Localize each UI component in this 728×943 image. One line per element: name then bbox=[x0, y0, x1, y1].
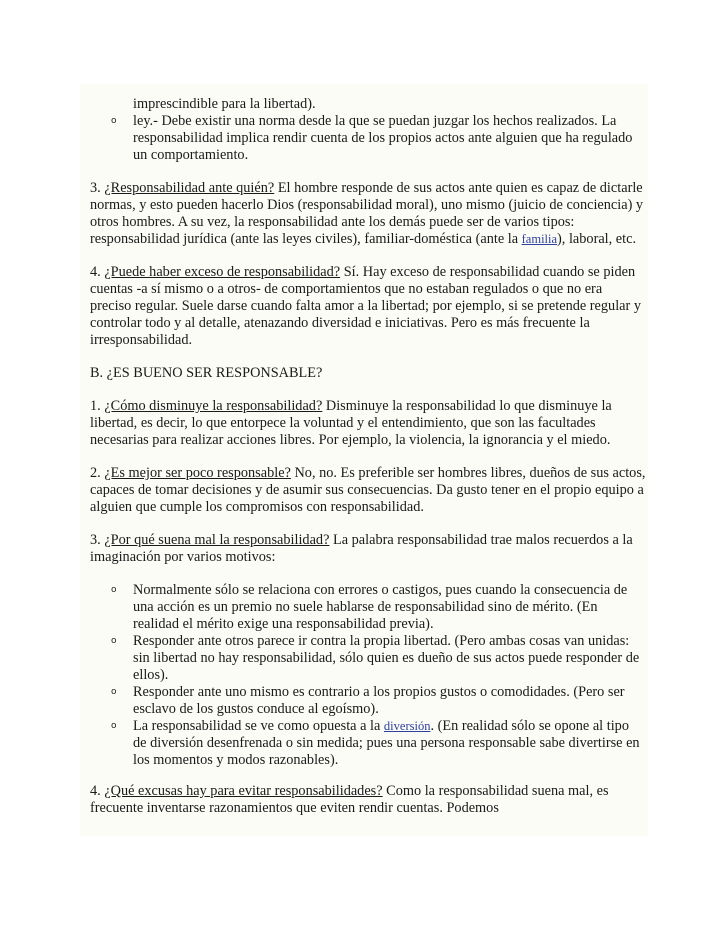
section-number: 4. bbox=[90, 783, 101, 799]
section-number: 3. bbox=[90, 180, 101, 196]
section-number: 3. bbox=[90, 532, 101, 548]
bullet-marker: o bbox=[111, 687, 117, 697]
paragraph-excusas bbox=[90, 783, 646, 817]
paragraph-exceso-responsabilidad bbox=[90, 264, 646, 349]
list-item-text-end: . (En realidad sólo se opone al tipo de diversión desenfrenada o sin medida; pues una persona responsable sabe divertirse en los momentos y modos razonables). bbox=[133, 718, 640, 768]
question-heading: ¿Puede haber exceso de responsabilidad? bbox=[104, 264, 341, 280]
section-number: 4. bbox=[90, 264, 101, 280]
list-item-text bbox=[133, 718, 646, 769]
bullet-marker: o bbox=[111, 636, 117, 646]
list-item-text: imprescindible para la libertad). bbox=[133, 96, 316, 112]
list-item bbox=[90, 684, 646, 718]
paragraph-text: Como la responsabilidad suena mal, es frecuente inventarse razonamientos que eviten rendir cuentas. Podemos bbox=[90, 783, 609, 816]
paragraph-text: La palabra responsabilidad trae malos recuerdos a la imaginación por varios motivos: bbox=[90, 532, 633, 565]
section-number: 2. bbox=[90, 465, 101, 481]
list-item bbox=[90, 113, 646, 164]
section-number: 1. bbox=[90, 398, 101, 414]
question-heading: ¿Por qué suena mal la responsabilidad? bbox=[104, 532, 330, 548]
section-heading-b: B. ¿ES BUENO SER RESPONSABLE? bbox=[90, 365, 323, 381]
list-item bbox=[90, 96, 646, 113]
list-item-text: Normalmente sólo se relaciona con errores o castigos, pues cuando la consecuencia de una acción es un premio no suele hablarse de responsabilidad sino de mérito. (En realidad el mérito exige una responsabilidad previa). bbox=[133, 582, 628, 632]
bullet-marker: o bbox=[111, 721, 117, 731]
document-content bbox=[90, 96, 646, 817]
list-item-text: Responder ante uno mismo es contrario a los propios gustos o comodidades. (Pero ser esclavo de los gustos conduce al egoísmo). bbox=[133, 684, 625, 717]
list-item bbox=[90, 582, 646, 633]
bullet-marker: o bbox=[111, 585, 117, 595]
paragraph-text: Sí. Hay exceso de responsabilidad cuando se piden cuentas -a sí mismo o a otros- de comportamientos que no estaban regulados o que no era preciso regular. Suele darse cuando falta amor a la libertad; por ejemplo, si se pretende regular y controlar todo y al detalle, atenazando diversidad e iniciativas. Pero es más frecuente la irresponsabilidad. bbox=[90, 264, 642, 348]
paragraph-poco-responsable bbox=[90, 465, 646, 516]
list-item bbox=[90, 718, 646, 769]
question-heading: ¿Es mejor ser poco responsable? bbox=[104, 465, 291, 481]
diversion-link[interactable]: diversión bbox=[383, 719, 431, 733]
paragraph-text: El hombre responde de sus actos ante quien es capaz de dictarle normas, y esto pueden hacerlo Dios (responsabilidad moral), uno mismo (juicio de conciencia) y otros hombres. A su vez, la responsabilidad ante los demás puede ser de varios tipos: responsabilidad jurídica (ante las leyes civiles), familiar-doméstica (ante la bbox=[90, 180, 644, 247]
paragraph-responsabilidad-ante-quien bbox=[90, 180, 646, 248]
paragraph-suena-mal bbox=[90, 532, 646, 566]
paragraph-como-disminuye bbox=[90, 398, 646, 449]
question-heading: ¿Qué excusas hay para evitar responsabilidades? bbox=[104, 783, 383, 799]
list-item-text: ley.- Debe existir una norma desde la que se puedan juzgar los hechos realizados. La responsabilidad implica rendir cuenta de los propios actos ante alguien que ha regulado un comportamiento. bbox=[133, 113, 633, 163]
paragraph-text-end: ), laboral, etc. bbox=[557, 231, 637, 247]
list-item-text-start: La responsabilidad se ve como opuesta a la bbox=[133, 718, 384, 734]
bullet-marker: o bbox=[111, 116, 117, 126]
list-item-text: Responder ante otros parece ir contra la propia libertad. (Pero ambas cosas van unidas: sin libertad no hay responsabilidad, sólo quien es dueño de sus actos puede responder de ellos). bbox=[133, 633, 640, 683]
document-page bbox=[80, 84, 648, 836]
paragraph-text: No, no. Es preferible ser hombres libres, dueños de sus actos, capaces de tomar decisiones y de asumir sus consecuencias. Da gusto tener en el propio equipo a alguien que cumple los compromisos con responsabilidad. bbox=[90, 465, 646, 515]
question-heading: ¿Cómo disminuye la responsabilidad? bbox=[104, 398, 323, 414]
list-item bbox=[90, 633, 646, 684]
question-heading: ¿Responsabilidad ante quién? bbox=[104, 180, 275, 196]
familia-link[interactable]: familia bbox=[521, 232, 558, 246]
paragraph-text: Disminuye la responsabilidad lo que disminuye la libertad, es decir, lo que entorpece la voluntad y el entendimiento, que son las facultades necesarias para realizar acciones libres. Por ejemplo, la violencia, la ignorancia y el miedo. bbox=[90, 398, 612, 448]
